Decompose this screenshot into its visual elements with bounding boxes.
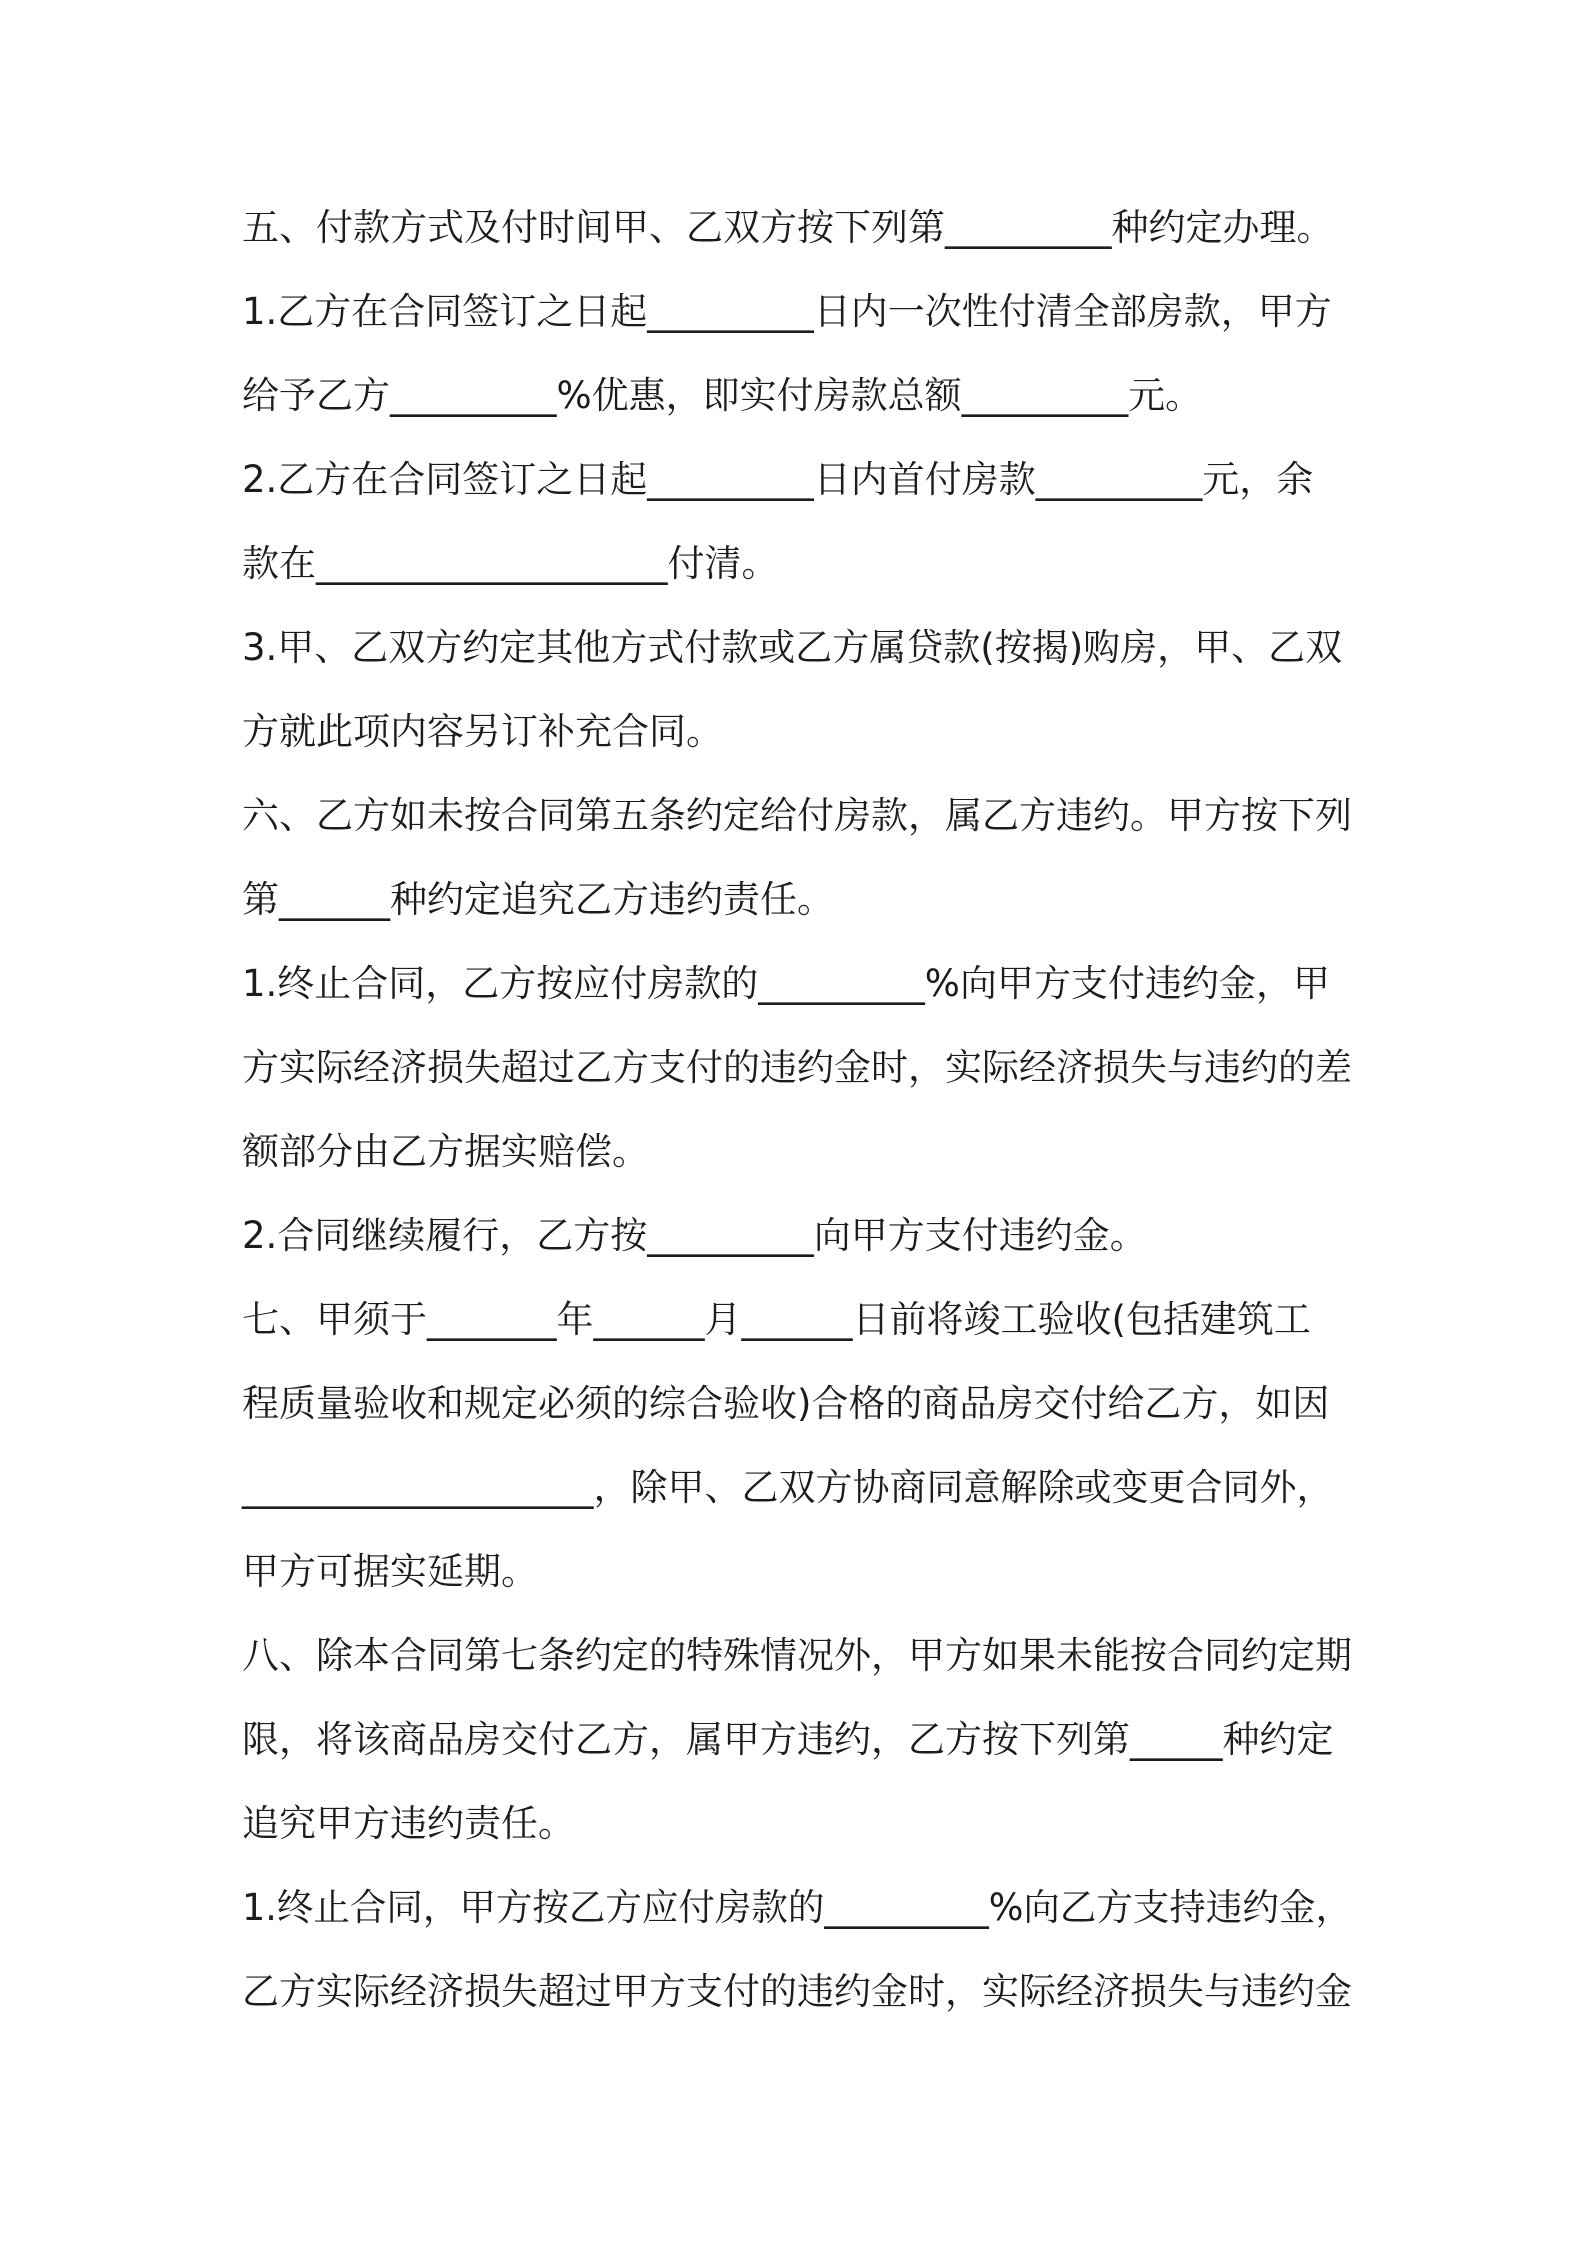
clause-8-heading-line-2: 限，将该商品房交付乙方，属甲方违约，乙方按下列第_____种约定 (242, 1718, 1334, 1761)
clause-8-heading-line-3: 追究甲方违约责任。 (242, 1802, 575, 1845)
clause-8-item-1-line-1: 1.终止合同，甲方按乙方应付房款的_________%向乙方支持违约金， (242, 1886, 1352, 1929)
clause-7-line-1: 七、甲须于_______年______月______日前将竣工验收(包括建筑工 (242, 1298, 1311, 1341)
clause-8-heading-line-1: 八、除本合同第七条约定的特殊情况外，甲方如果未能按合同约定期 (242, 1634, 1352, 1677)
clause-5-item-3-line-1: 3.甲、乙双方约定其他方式付款或乙方属贷款(按揭)购房，甲、乙双 (242, 626, 1343, 669)
clause-5-item-1-line-2: 给予乙方_________%优惠，即实付房款总额_________元。 (242, 374, 1203, 417)
clause-5-item-3-line-2: 方就此项内容另订补充合同。 (242, 710, 723, 753)
clause-7-line-4: 甲方可据实延期。 (242, 1550, 538, 1593)
clause-5-item-2-line-1: 2.乙方在合同签订之日起_________日内首付房款_________元，余 (242, 458, 1314, 501)
clause-7-line-3: ___________________，除甲、乙双方协商同意解除或变更合同外， (242, 1466, 1334, 1509)
clause-6-item-1-line-2: 方实际经济损失超过乙方支付的违约金时，实际经济损失与违约的差 (242, 1046, 1352, 1089)
clause-5-heading: 五、付款方式及付时间甲、乙双方按下列第_________种约定办理。 (242, 206, 1334, 249)
clause-7-line-2: 程质量验收和规定必须的综合验收)合格的商品房交付给乙方，如因 (242, 1382, 1330, 1425)
clause-6-heading-line-1: 六、乙方如未按合同第五条约定给付房款，属乙方违约。甲方按下列 (242, 794, 1352, 837)
clause-5-item-1-line-1: 1.乙方在合同签订之日起_________日内一次性付清全部房款，甲方 (242, 290, 1332, 333)
clause-6-item-2: 2.合同继续履行，乙方按_________向甲方支付违约金。 (242, 1214, 1147, 1257)
clause-6-item-1-line-3: 额部分由乙方据实赔偿。 (242, 1130, 649, 1173)
clause-8-item-1-line-2: 乙方实际经济损失超过甲方支付的违约金时，实际经济损失与违约金 (242, 1970, 1352, 2013)
clause-6-heading-line-2: 第______种约定追究乙方违约责任。 (242, 878, 834, 921)
clause-5-item-2-line-2: 款在___________________付清。 (242, 542, 779, 585)
clause-6-item-1-line-1: 1.终止合同，乙方按应付房款的_________%向甲方支付违约金，甲 (242, 962, 1330, 1005)
